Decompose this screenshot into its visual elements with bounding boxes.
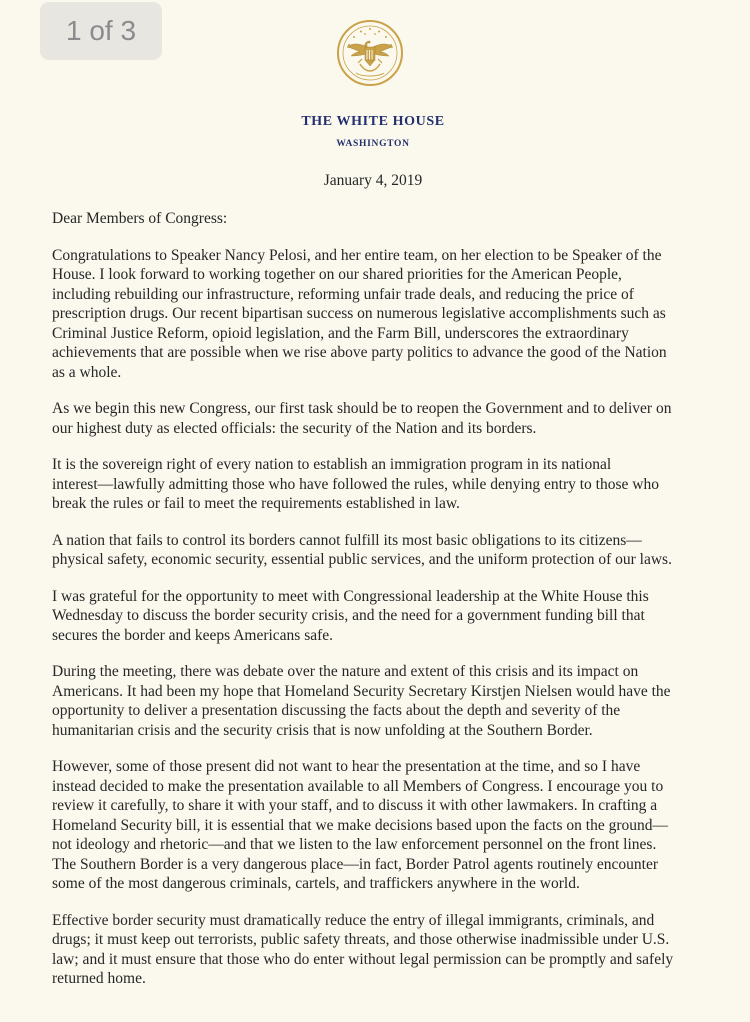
letter-body	[52, 209, 712, 1006]
page-counter-label: 1 of 3	[65, 15, 137, 46]
paragraph-line: humanitarian crisis and the security crisis that is now unfolding at the Southern Border.	[52, 721, 593, 739]
paragraph	[52, 587, 712, 646]
letterhead-title: THE WHITE HOUSE	[301, 114, 445, 129]
paragraph-line: I was grateful for the opportunity to meet with Congressional leadership at the White House this	[52, 587, 649, 605]
paragraph-line: The Southern Border is a very dangerous place—in fact, Border Patrol agents routinely encounter	[52, 855, 659, 873]
salutation	[52, 209, 712, 229]
paragraph-line: law; and it must ensure that those who do enter without legal permission can be promptly and safely	[52, 950, 674, 968]
paragraph-line: Americans. It had been my hope that Homeland Security Secretary Kirstjen Nielsen would have the	[52, 682, 671, 700]
paragraph-line: During the meeting, there was debate over the nature and extent of this crisis and its impact on	[52, 663, 639, 680]
paragraph-line: However, some of those present did not want to hear the presentation at the time, and so I have	[52, 758, 641, 775]
paragraph	[52, 246, 712, 383]
paragraph	[52, 911, 712, 989]
paragraph-line: physical safety, economic security, essential public services, and the uniform protection of our laws.	[52, 551, 672, 568]
paragraph	[52, 399, 712, 438]
paragraph-line: Effective border security must dramatically reduce the entry of illegal immigrants, criminals, and	[52, 911, 655, 929]
paragraph-line: drugs; it must keep out terrorists, public safety threats, and those otherwise inadmissible under U.S.	[52, 931, 670, 948]
paragraph-line: review it carefully, to share it with your staff, and to discuss it with other lawmakers. In crafting a	[52, 797, 658, 814]
paragraph	[52, 757, 712, 894]
paragraph-line: returned home.	[52, 970, 146, 987]
paragraph-line: including rebuilding our infrastructure, reforming unfair trade deals, and reducing the price of	[52, 285, 634, 303]
paragraph-line: As we begin this new Congress, our first task should be to reopen the Government and to deliver on	[52, 400, 672, 417]
paragraph-line: Criminal Justice Reform, opioid legislation, and the Farm Bill, underscores the extraordinary	[52, 324, 629, 342]
paragraph	[52, 531, 712, 570]
paragraph-line: A nation that fails to control its borders cannot fulfill its most basic obligations to its citizens—	[52, 531, 642, 549]
paragraph-line: secures the border and keeps Americans safe.	[52, 626, 334, 644]
paragraph-line: achievements that are possible when we rise above party politics to advance the good of the Nation	[52, 344, 667, 361]
paragraph-line: House. I look forward to working together on our shared priorities for the American People,	[52, 266, 622, 283]
presidential-seal-icon	[336, 19, 404, 87]
paragraph-line: not ideology and rhetoric—and that we listen to the law enforcement personnel on the front lines.	[52, 836, 657, 853]
salutation-line: Dear Members of Congress:	[52, 210, 228, 227]
paragraph-line: some of the most dangerous criminals, cartels, and traffickers anywhere in the world.	[52, 875, 580, 892]
paragraphs	[52, 246, 712, 989]
paragraph-line: opportunity to deliver a presentation discussing the facts about the depth and severity of the	[52, 702, 621, 719]
paragraph-line: break the rules or fail to meet the requirements established in law.	[52, 495, 460, 512]
paragraph	[52, 455, 712, 514]
paragraph-line: interest—lawfully admitting those who have followed the rules, while denying entry to those who	[52, 475, 659, 493]
letter-date: January 4, 2019	[323, 172, 423, 189]
paragraph-line: prescription drugs. Our recent bipartisan success on numerous legislative accomplishments such as	[52, 305, 666, 322]
page-counter-badge	[40, 2, 162, 60]
paragraph	[52, 662, 712, 740]
paragraph-line: Homeland Security bill, it is essential that we make decisions based upon the facts on the ground—	[52, 816, 668, 834]
paragraph-line: instead decided to make the presentation available to all Members of Congress. I encourage you to	[52, 777, 664, 795]
paragraph-line: Wednesday to discuss the border security crisis, and the need for a government funding bill that	[52, 607, 645, 624]
paragraph-line: our highest duty as elected officials: the security of the Nation and its borders.	[52, 419, 537, 437]
paragraph-line: It is the sovereign right of every nation to establish an immigration program in its national	[52, 456, 612, 473]
paragraph-line: Congratulations to Speaker Nancy Pelosi, and her entire team, on her election to be Speaker of the	[52, 246, 662, 264]
letterhead-subtitle: WASHINGTON	[336, 139, 410, 149]
paragraph-line: as a whole.	[52, 363, 122, 381]
